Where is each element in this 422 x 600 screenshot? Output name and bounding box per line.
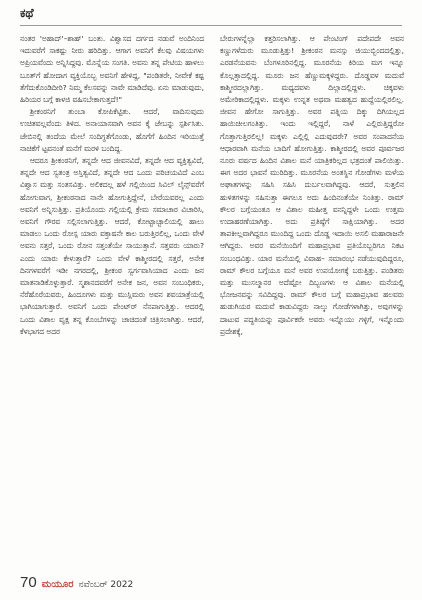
paragraph: ಶ್ರೀಕಂಠನಿಗೆ ತುಂಬಾ ಕೋಪಿಕೆಟ್ಟಿತು. ಆದರೆ, ವಾದಿಸುವುದು ಉಚಿತವಲ್ಲವೆಂದು ತಿಳಿದ. ಅನಾಯಾಸವಾಗಿ ಅವನ ಕೈ ಜೇಬನ್ನು ಸ್ಪರ್ಶಿಸಿತು. ಜೇಬಿನಲ್ಲಿ ತಂದೆಯ ಮೇಲೆ ಸಂದಿಗ್ಧತೆಗೊಂಡು, ಹೊಗೆಗೆ ಹಿಂದಿನ ಇರಿಯುತ್ತೆ ನಾಚಿಕೆಗೆ ಟ್ಟವನಂತೆ ಮನೆಗೆ ಮರಳಿ ಬಂದಿದ್ದ. [20, 107, 204, 153]
page-footer [20, 574, 133, 594]
issue-date: ನವೆಂಬರ್ 2022 [78, 580, 134, 590]
paragraph: ನಂತರ 'ಅಹಾದ್'–ಶಾಹ್' ಬಂತು. ವಿಶ್ವಾಸದ ದರ್ಗದ ನಡುವೆ ಅಂದಿನಿಂದ ಇದುವರೆಗೆ ಸಾಕಷ್ಟು ನೀರು ಹರಿದಿತ್ತು. ಆಗಾಗ ಅವನಿಗೆ ಕೆಲವು ವಿಷಯಗಳು ಅಪ್ರಿಯವೆಂದು ಅನ್ನಿಸಿದ್ದವು. ಮೊನ್ನೆಯ ಸಂಗತಿ. ಅವನು ತನ್ನ ಪೇಟಿಯ ಹಾಳಲು ಬೂತ್‌ಗೆ ಹೋದಾಗ ವ್ಯಕ್ತಿಯೊಬ್ಬ ಅವನಿಗೆ ಹೇಳಿದ್ದ, "ಪಂಡಿತರೇ, ನೀವೇಕೆ ಕಷ್ಟ ತೆಗೆದುಕೊಂಡಿದೀರಿ? ನಿಮ್ಮ ಕೆಲಸವನ್ನು ನಾವೇ ಮಾಡಿದೆವು. ಏನು ಮಾಡುವುದು, ಹಿರಿಯರ ಬಗ್ಗೆ ಕಾಳಜಿ ವಹಿಸಬೇಕಾಗುತ್ತದೆ!" [20, 34, 204, 105]
header-rule [20, 25, 402, 26]
paragraph: ಬೇರುಗಳನ್ನೆಲ್ಲಾ ಕತ್ತರಿಸಲಾಗಿತ್ತು. ಆ ಪೇಂಟಿಂಗ್ ಪದೇಪದೇ ಅವನ ಕಣ್ಣುಗಳೆದುರು ಮೂಡುತ್ತಿತ್ತು! ಶ್ರೀಕಂಠನ ಮನಸ್ಸು ಜಿಯುಬ್ಬಿಂದದಲ್ಲಿತ್ತು, ಎರಡನೆಯವನು ಬೆಂಗಳೂರಿನಲ್ಲಿದ್ದ. ಮೂರನೆಯ ಕಿರಿಯ ಮಗ ಇನ್ನೂ ಕೊಲ್ಲತ್ತಾದಲ್ಲಿದ್ದ. ಮೂರು ಜನ ಹೆಣ್ಣುಮಕ್ಕಳಿದ್ದರು. ದೊಡ್ಡವಳ ಮದುವೆ ಕಾಶ್ಮೀರದಲ್ಲಾಗಿತ್ತು. ಮಧ್ಯದವಳು ದಿಲ್ಲಾದಲ್ಲಿದ್ದಳು. ಚಿಕ್ಕವಳು ಅಮೇರಿಕಾದಲ್ಲಿದ್ದಳು. ಮಕ್ಕಳು ಉನ್ನತ ಅಥವಾ ಮಹತ್ವದ ಹುದ್ದೆಯಲ್ಲಿರಲಿಲ್ಲ. ಜೀವನ ಹೇಗೋ ಸಾಗುತ್ತಿತ್ತು. ಅವರ ಪತ್ನಿಯ ದಿಕ್ಕು ದಿಗಿಯಲ್ಲದ ಹಾಯಿಚೀಲಗಂತಿತ್ತು. ಇಂದು ಇಲ್ಲಿದ್ದರೆ, ನಾಳೆ ಎಲ್ಲಿರುತ್ತಿದ್ದರೋ ಗೊತ್ತಾಗುತ್ತಿರಲಿಲ್ಲ! ಮಕ್ಕಳು ಎಲ್ಲಿಲ್ಲಿ ಎದುವುದರೇ? ಅವರ ಸಂಪಾದನೆಯ ಆಧಾರವಾಗಿ ಮನೆಯ ಬಾದಿಗೆ ಹೋಗುತ್ತಿತ್ತು. ಕಾಶ್ಮೀರದಲ್ಲಿ ಅವರ ಪೂರ್ವಜರ ನೂರು ವರ್ಷದ ಹಿಂದಿನ ವಿಶಾಲ ಮನೆ ಯಾತ್ರಿಕರಿಲ್ಲದ ಭತ್ರದಂತೆ ಪಾಲಿಯಿತ್ತು. ಈಗ ಅದರ ಭಾವನೆ ಮುರಿದಿತ್ತು. ಮೂರನೆಯ ಅಂತಸ್ಥಿನ ಗೋಡೆಗಳು ಮಳೆಯ ಅಘಾತಗಳನ್ನು ಸಹಿಸಿ ಸಹಿಸಿ ದುರ್ಬಲವಾಗಿದ್ದವು. ಆದರೆ, ಸುತ್ತಲಿನ ಹುಳಿತಗಳನ್ನು ಸಹಿಸುತ್ತಾ ಈಗಲೂ ಅದು ಹಿಂದಿನಂತೆಯೇ ನಿಂತಿತ್ತು. ರಾಮ್ ಕೌಲರ ಬಗ್ಗೆಯಂತೂ ಆ ವಿಶಾಲ ಮಹೀತ್ತ ವನನ್ನಿದ್ದಳೇ ಒಂದು ಉತ್ತಮ ಉದಾಹರಣೆಯಾಗಿತ್ತು. ಅದು ಪ್ರತಿಷ್ಠೆಗೆ ಸಾಕ್ಷಿಯಾಗಿತ್ತು. ಅದರ ತಾಪಕೀಲ್ಲವಾಗಿದ್ದರೂ ಮುಂದಿದ್ದ ಒಂದು ದೊಡ್ಡ ಇದಾಯಿ ಅಸಲಿ ಮಹಾರಾಜನೇ ಆಗಿದ್ದರು. ಅವರ ಮನೆಯಿಂದಿಗೆ ಮಹಾಪ್ರಭಾವ ಪ್ರತಿಯೊಬ್ಬರಿಗೂ ನಿಕಟ ಸಂಬಂಧವಿತ್ತು. ಯಾರ ಮನೆಯಲ್ಲಿ ವಿವಾಹ– ಸಮಾರಂಭ ನಡೆಯುವುದಿದ್ದರೂ, ರಾಮ್ ಕೌಲರ ಬಗ್ಗೆಯೂ ಮನೆ ಅವರ ಉಪಯೋಗಕ್ಕೆ ಬರುತ್ತಿತ್ತು. ಪಂಡಿತರು ಮತ್ತು ಮುಸಲ್ಮಾನರ ಅದೆಷ್ಟೋ ದಿಬ್ಬಣಗಳು ಆ ವಿಶಾಲ ಮನೆಯಲ್ಲಿ ಭೋಜನವನ್ನು ಸವಿದಿದ್ದವು. ರಾಮ್ ಕೌಲರ ಬಗ್ಗೆ ಮಹಾಪ್ರಭಾವ ಹಲವರು ಹುಡುಗಿಯರ ಮದುವೆ ಕಾಡುವಿದ್ದರು ನಾಲ್ಕು ಗೋಡೆಗಳಾಗಿತ್ತು, ಅವುಗಳನ್ನು ದಾಟುವ ಪದ್ಧತಿಯನ್ನು ಪೂರ್ವಿಕರೇ ಅವರು ಇನ್ನೊಯು ಗಳ್ಳಿಗೆ, ಇನ್ನೊಂದು ಪ್ರದೇಶಕ್ಕೆ, [220, 34, 404, 336]
paragraph: ಆದರೂ ಶ್ರೀಕಂಠನಿಗೆ, ತನ್ನದೇ ಆದ ಜೀವನವಿದೆ, ತನ್ನದೇ ಆದ ವ್ಯಕ್ತಿತ್ವವಿದೆ, ತನ್ನದೇ ಆದ ಸ್ವತಂತ್ರ ಅಸ್ತಿತ್ವವಿದೆ, ತನ್ನದೇ ಆದ ಒಂದು ಪರಿಚಯವಿದೆ ಎಂಬ ವಿಶ್ವಾಸ ಮತ್ತು ಸಂತಸವಿತ್ತು. ಅಲಿಕದಲ್ಲ ಹಳೆ ಗಲ್ಲಿಯಿಂದ ಸಿವಿಲ್ ಲೈನ್ಸ್‌ವರೆಗೆ ಹೋಗುವಾಗ, ಶ್ರೀಕಂಠನಾದ ನಾನೇ ಹೋಗುತ್ತಿದ್ದೇನೆ, ಬೇರೆಯವರಲ್ಲ ಎಂದು ಅವನಿಗೆ ಅನ್ನಿಸುತ್ತಿತ್ತು. ಪ್ರತಿಯೊಂದು ಗಲ್ಲಿಯಲ್ಲಿ ಕ್ರೇಮ ಸಮಾಚಾರ ವಿಚಾರಿಸಿ, ಅವನಿಗೆ ಗೌರವ ಸಲ್ಲಿಸಲಾಗುತ್ತಿತ್ತು. ಆದರೆ, ಕೋಟ್ಟಾಚ್ಟಾಲಿಯಲ್ಲಿ ಹಾಲು ಮಾಡಲು ಒಂದು ರೋಸ್ಪ ಯಾರು ವಕ್ತಾಷನೇ ಕಾಲ ಬರುತ್ತಿರಲಿಲ್ಲ, ಒಂದು ವೇಳೆ ಅವನು ಸತ್ತರೆ, ಒಂದು ರೋನ ಸತ್ತಂತೆಯೇ ಸಾಯುತ್ತಾನೆ. ಸತ್ತವರು ಯಾರು? ಎಂದು ಯಾರು ಕೇಳುತ್ತಾರೆ? ಒಂದು ವೇಳೆ ಕಾಶ್ಮೀರದಲ್ಲಿ ಸತ್ತರೆ, ಅನೇಕ ದಿನಗಳವರೆಗೆ ಇಡೀ ನಗರದಲ್ಲಿ, ಶ್ರೀಕಂಠ ಸ್ವರ್ಗವಾಸಿಯಾದ ಎಂದು ಜನ ಮಾತನಾಡಿಕೊಳ್ಳುತ್ತಾರೆ. ಸ್ಮಶಾನದವರೆಗೆ ಅನೇಕ ಜನ, ಅವನ ಸಂಬಂಧಿಕರು, ನೆರೆಹೊರೆಯವರು, ಹಿಂದೂಗಳು ಮತ್ತು ಮುಸ್ಲಿಮರು ಅವನ ಶವಯಾತ್ರೆಯಲ್ಲಿ ಭಾಗಿಯಾಗುತ್ತಾರೆ. ಅವನಿಗೆ ಒಂದು ಪೇಂಟ್‌ರ್ ನೆನಪಾಗುತ್ತಿತ್ತು. ಆದರಲ್ಲಿ ಒಂದು ವಿಶಾಲ ವೃಕ್ಷ ತನ್ನ ಕೊಂಬೆಗಳನ್ನು ಚಾಚಿದಂತೆ ಚಿತ್ರಿಸಲಾಗಿತ್ತು. ಆದರೆ, ಕೆಳಭಾಗದ ಅದರ [20, 156, 204, 336]
page-header [0, 0, 422, 28]
article-body [20, 33, 404, 566]
right-column [220, 33, 404, 566]
left-column [20, 33, 204, 566]
magazine-name: ಮಯೂರ [41, 579, 74, 590]
page-number: 70 [20, 574, 37, 591]
section-label: ಕಥೆ [20, 6, 34, 20]
